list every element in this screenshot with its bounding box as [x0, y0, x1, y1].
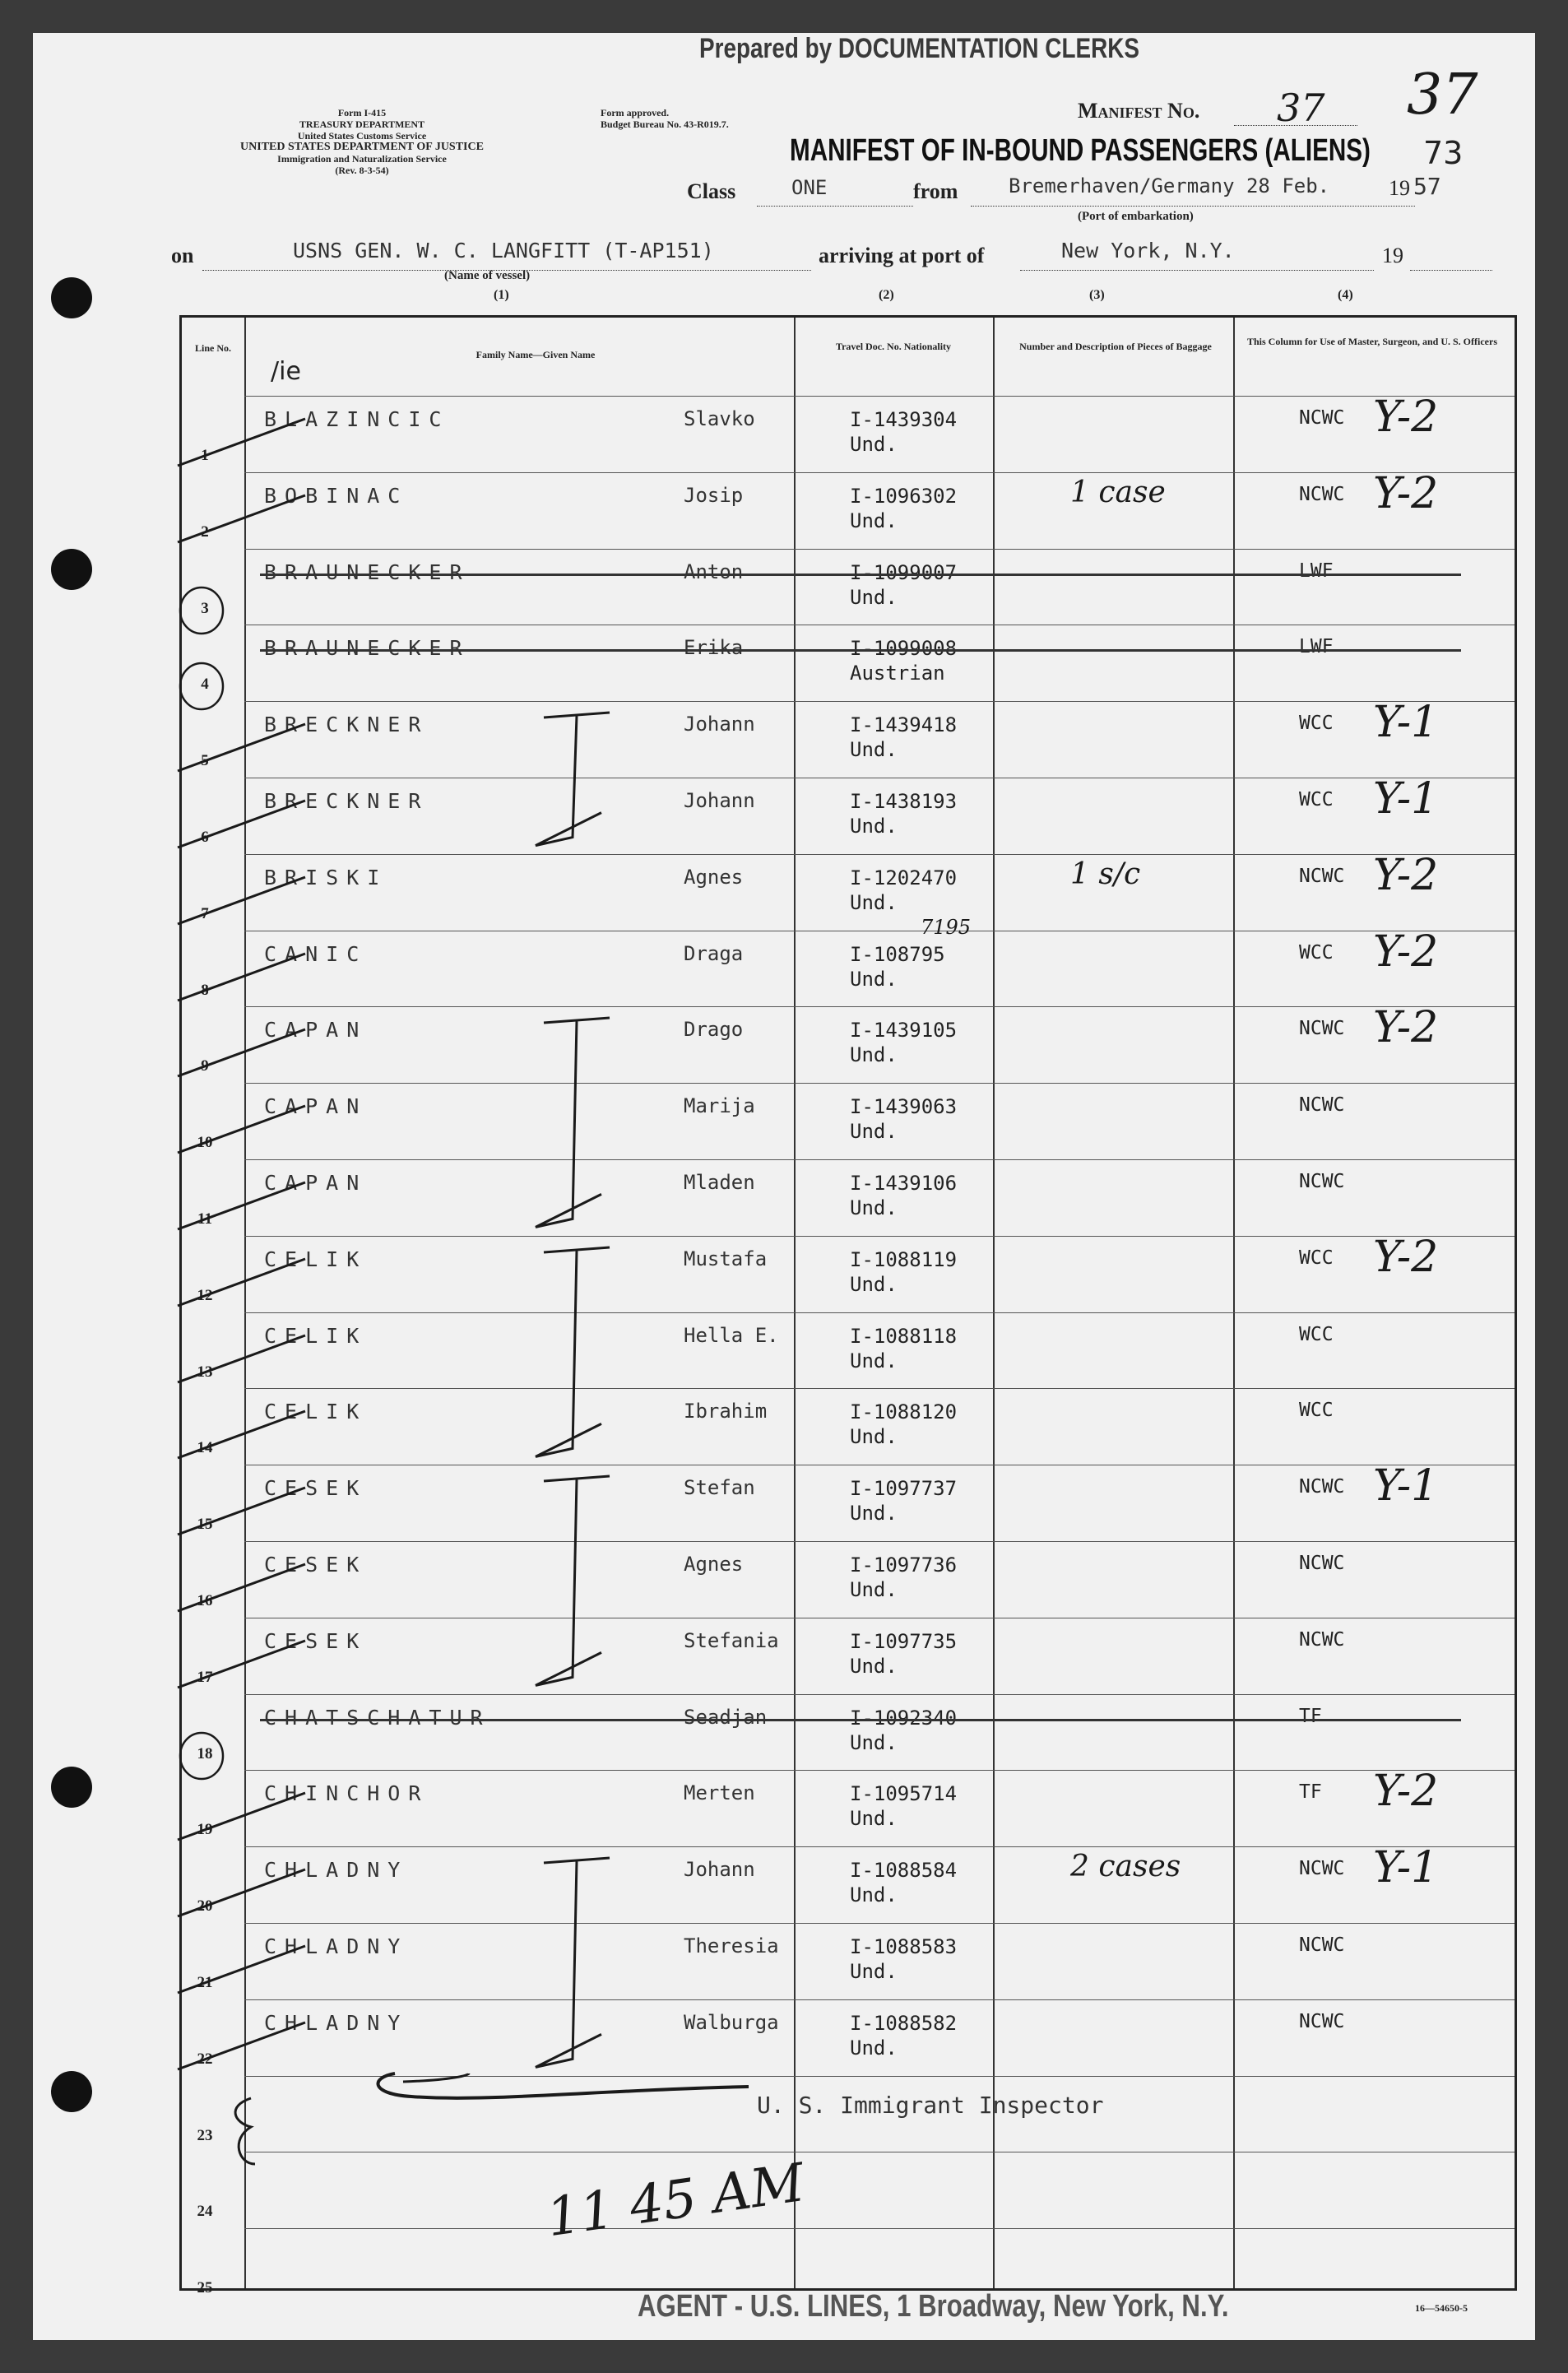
col-number-1: (1)	[494, 288, 509, 302]
line-number: 24	[197, 2203, 213, 2221]
agency-code: LWF	[1299, 636, 1334, 658]
arrival-port-field	[1020, 240, 1374, 271]
given-name: Hella E.	[684, 1323, 779, 1347]
travel-doc-number: I-1099008	[850, 637, 958, 661]
punch-hole	[51, 277, 92, 318]
check-mark	[174, 1405, 313, 1462]
line-number: 11	[197, 1210, 212, 1228]
family-bracket	[527, 1473, 618, 1702]
doc-header: Travel Doc. No. Nationality	[835, 341, 952, 352]
form-id-block	[165, 107, 559, 176]
agency-code: NCWC	[1299, 1858, 1345, 1880]
travel-doc	[850, 560, 957, 610]
agency-code: NCWC	[1299, 1094, 1345, 1117]
row-divider	[244, 1159, 1515, 1160]
family-name: BOBINAC	[264, 483, 409, 508]
nationality: Und.	[850, 1578, 898, 1601]
agency-code: WCC	[1299, 941, 1334, 964]
officer-header: This Column for Use of Master, Surgeon, and U. S. Officers	[1246, 336, 1497, 347]
line-number: 15	[197, 1516, 213, 1534]
given-name: Theresia	[684, 1934, 779, 1957]
row-divider	[244, 1541, 1515, 1542]
port-caption: (Port of embarkation)	[1078, 210, 1194, 223]
arrival-year: 19	[1382, 244, 1403, 267]
agency-code: NCWC	[1299, 1171, 1345, 1192]
line-number: 12	[197, 1286, 213, 1304]
row-divider	[244, 1006, 1515, 1007]
embarkation-port: Bremerhaven/Germany 28 Feb.	[1009, 174, 1330, 197]
nationality: Und.	[850, 1120, 898, 1144]
travel-doc-number: I-1097735	[850, 1629, 958, 1653]
travel-doc	[850, 1476, 957, 1526]
travel-doc-number: I-1439063	[850, 1095, 958, 1119]
immigrant-inspector: U. S. Immigrant Inspector	[757, 2092, 1104, 2119]
check-mark	[174, 1176, 313, 1233]
agency-code: NCWC	[1299, 483, 1345, 505]
family-bracket	[527, 709, 618, 862]
row-divider	[244, 854, 1515, 855]
manifest-label: Manifest No.	[1078, 99, 1200, 123]
travel-doc	[850, 1094, 957, 1144]
nationality: Und.	[850, 585, 898, 609]
family-name: CELIK	[264, 1323, 368, 1348]
class-field	[757, 176, 913, 207]
line-number: 6	[201, 829, 209, 846]
travel-doc	[850, 484, 957, 533]
strike-through-line	[260, 1719, 1461, 1721]
check-mark	[174, 947, 313, 1005]
travel-doc-number: I-1096302	[850, 484, 958, 508]
family-bracket	[527, 1015, 618, 1243]
doc-correction: 7195	[921, 915, 972, 939]
justice-dept: UNITED STATES DEPARTMENT OF JUSTICE	[240, 141, 484, 153]
row-divider	[244, 472, 1515, 473]
line-number: 3	[201, 599, 209, 617]
nationality: Und.	[850, 1654, 898, 1678]
travel-doc	[850, 1553, 957, 1602]
vessel-field	[202, 240, 811, 271]
form-number: Form I-415	[337, 107, 387, 118]
inspector-signature	[354, 2057, 782, 2131]
line-number: 19	[197, 1821, 213, 1839]
line-number: 9	[201, 1057, 209, 1075]
budget-bureau: Budget Bureau No. 43-R019.7.	[601, 118, 729, 130]
family-bracket	[527, 1244, 618, 1473]
family-name: CAPAN	[264, 1094, 368, 1119]
travel-doc-number: I-1092340	[850, 1706, 958, 1730]
nationality: Und.	[850, 890, 898, 914]
line-number: 17	[197, 1668, 213, 1686]
check-mark	[174, 1558, 313, 1615]
row-divider	[244, 701, 1515, 702]
family-name: BRECKNER	[264, 713, 429, 737]
nationality: Und.	[850, 1196, 898, 1219]
travel-doc	[850, 1324, 957, 1373]
line-no-header: Line No.	[194, 342, 231, 354]
given-name: Mustafa	[684, 1247, 768, 1270]
travel-doc-number: I-1439106	[850, 1172, 958, 1195]
circled-line-number	[175, 657, 233, 715]
line-number: 18	[197, 1744, 213, 1762]
nationality: Und.	[850, 2036, 898, 2060]
status-mark: Y-2	[1373, 392, 1439, 442]
travel-doc	[850, 789, 957, 838]
given-name: Stefan	[684, 1476, 755, 1500]
line-number: 13	[197, 1363, 213, 1381]
agency-code: WCC	[1299, 789, 1334, 810]
column-divider	[794, 318, 796, 2288]
nationality: Und.	[850, 1425, 898, 1449]
nationality: Austrian	[850, 662, 945, 685]
given-name: Walburga	[684, 2010, 779, 2034]
agency-code: WCC	[1299, 1247, 1334, 1269]
family-name: BRISKI	[264, 865, 388, 889]
row-divider	[244, 1999, 1515, 2000]
travel-doc-number: I-1095714	[850, 1782, 958, 1806]
nationality: Und.	[850, 1883, 898, 1907]
given-name: Draga	[684, 941, 744, 965]
col-number-4: (4)	[1338, 288, 1353, 302]
year-suffix: 57	[1413, 173, 1441, 200]
family-name: BRAUNECKER	[264, 636, 471, 661]
year-prefix: 19	[1389, 176, 1410, 200]
nationality: Und.	[850, 1043, 898, 1067]
row-divider	[244, 1388, 1515, 1389]
status-mark: Y-2	[1373, 1767, 1439, 1817]
nationality: Und.	[850, 1502, 898, 1526]
circled-line-number	[175, 582, 233, 639]
family-name: CESEK	[264, 1628, 368, 1653]
travel-doc	[850, 942, 945, 991]
customs-service: United States Customs Service	[297, 130, 427, 142]
embarkation-field	[971, 173, 1441, 207]
nationality: Und.	[850, 738, 898, 762]
column-divider	[993, 318, 995, 2288]
family-name: CHLADNY	[264, 2010, 409, 2035]
arrival-time: 11 45 AM	[543, 2152, 809, 2250]
family-name: CESEK	[264, 1476, 368, 1501]
col-number-3: (3)	[1089, 288, 1105, 302]
family-name: CAPAN	[264, 1018, 368, 1043]
check-mark	[174, 1252, 313, 1310]
nationality: Und.	[850, 967, 898, 991]
nationality: Und.	[850, 1349, 898, 1372]
manifest-number: 37	[1277, 86, 1325, 130]
family-name: CELIK	[264, 1247, 368, 1271]
row-divider	[244, 1923, 1515, 1924]
agency-code: WCC	[1299, 713, 1334, 735]
travel-doc-number: I-1088118	[850, 1324, 958, 1348]
nationality: Und.	[850, 1272, 898, 1296]
check-mark	[174, 1786, 313, 1844]
row-divider	[244, 1694, 1515, 1695]
given-name: Marija	[684, 1094, 755, 1118]
page-number: 73	[1423, 135, 1464, 171]
check-mark	[174, 489, 313, 546]
nationality: Und.	[850, 1807, 898, 1831]
line-number: 10	[197, 1134, 213, 1152]
check-mark	[174, 1863, 313, 1920]
travel-doc	[850, 2011, 957, 2060]
nationality: Und.	[850, 433, 898, 456]
check-mark	[174, 1634, 313, 1692]
family-name: CANIC	[264, 941, 368, 966]
travel-doc-number: I-1088119	[850, 1247, 958, 1271]
given-name: Mladen	[684, 1171, 755, 1194]
agency-code: NCWC	[1299, 865, 1345, 887]
family-name: CHLADNY	[264, 1858, 409, 1883]
travel-doc	[850, 636, 957, 685]
nationality: Und.	[850, 815, 898, 838]
family-name: BLAZINCIC	[264, 407, 450, 431]
check-mark	[174, 1099, 313, 1157]
row-divider	[244, 396, 1515, 397]
family-name: CELIK	[264, 1400, 368, 1424]
status-mark: Y-1	[1373, 698, 1439, 748]
row-divider	[244, 549, 1515, 550]
travel-doc-number: I-1438193	[850, 790, 958, 813]
travel-doc-number: I-1439105	[850, 1019, 958, 1043]
form-code: 16—54650-5	[1415, 2302, 1468, 2314]
status-mark: Y-2	[1373, 1232, 1439, 1282]
baggage-header: Number and Description of Pieces of Baggage	[1019, 341, 1212, 352]
family-name: BRAUNECKER	[264, 560, 471, 584]
given-name: Anton	[684, 560, 744, 583]
vessel-name: USNS GEN. W. C. LANGFITT (T-AP151)	[293, 239, 714, 262]
nationality: Und.	[850, 508, 898, 532]
check-mark	[174, 1329, 313, 1386]
travel-doc	[850, 407, 957, 457]
agency-code: WCC	[1299, 1323, 1334, 1345]
ins-service: Immigration and Naturalization Service	[277, 153, 447, 165]
given-name: Josip	[684, 483, 744, 507]
line-number: 5	[201, 752, 209, 770]
given-name: Drago	[684, 1018, 744, 1042]
agency-code: NCWC	[1299, 1934, 1345, 1956]
agency-code: NCWC	[1299, 1018, 1345, 1040]
given-name: Stefania	[684, 1628, 779, 1652]
given-name: Ibrahim	[684, 1400, 768, 1423]
status-mark: Y-2	[1373, 468, 1439, 518]
family-bracket	[527, 1855, 618, 2083]
travel-doc	[850, 1171, 957, 1220]
given-name: Merten	[684, 1781, 755, 1805]
travel-doc-number: I-108795	[850, 942, 945, 966]
nationality: Und.	[850, 1730, 898, 1754]
travel-doc-number: I-1439304	[850, 408, 958, 431]
travel-doc	[850, 1018, 957, 1067]
travel-doc	[850, 1629, 957, 1679]
row-divider	[244, 1770, 1515, 1771]
status-mark: Y-1	[1373, 1461, 1439, 1512]
status-mark: Y-1	[1373, 1843, 1439, 1893]
circled-line-number	[175, 1727, 233, 1785]
arrival-year-field	[1410, 240, 1492, 271]
given-name: Slavko	[684, 407, 755, 430]
agency-code: TF	[1299, 1705, 1322, 1727]
travel-doc-number: I-1097737	[850, 1477, 958, 1501]
strike-through-line	[260, 649, 1461, 652]
travel-doc-number: I-1088120	[850, 1400, 958, 1424]
agency-code: NCWC	[1299, 1553, 1345, 1574]
given-name: Johann	[684, 713, 755, 736]
agency-code: NCWC	[1299, 1476, 1345, 1498]
line-number: 2	[201, 522, 209, 541]
column-divider	[1233, 318, 1235, 2288]
row-divider	[244, 1846, 1515, 1847]
travel-doc	[850, 866, 957, 915]
given-name: Johann	[684, 789, 755, 812]
given-name: Johann	[684, 1858, 755, 1882]
on-label: on	[171, 244, 194, 267]
check-mark	[174, 2016, 313, 2073]
check-mark	[174, 717, 313, 775]
travel-doc	[850, 1706, 957, 1755]
treasury-dept: TREASURY DEPARTMENT	[299, 118, 425, 130]
family-name: CHATSCHATUR	[264, 1705, 491, 1730]
punch-hole	[51, 1767, 92, 1808]
row-divider	[244, 1312, 1515, 1313]
row-divider	[244, 2228, 1515, 2229]
travel-doc	[850, 1781, 957, 1831]
line-number: 4	[201, 676, 209, 694]
manifest-page	[33, 33, 1535, 2340]
from-label: from	[913, 179, 958, 203]
line-number: 25	[197, 2279, 213, 2297]
arrival-port: New York, N.Y.	[1061, 239, 1235, 262]
travel-doc-number: I-1202470	[850, 866, 958, 889]
baggage: 1 s/c	[1070, 857, 1141, 891]
manifest-number-field	[1234, 86, 1357, 130]
line-number: 8	[201, 981, 209, 999]
baggage: 2 cases	[1070, 1850, 1181, 1884]
family-name: BRECKNER	[264, 789, 429, 813]
agency-code: NCWC	[1299, 2010, 1345, 2032]
travel-doc	[850, 713, 957, 762]
vessel-caption: (Name of vessel)	[444, 269, 531, 282]
check-mark	[174, 1023, 313, 1080]
name-header: Family Name—Given Name	[476, 349, 596, 360]
check-mark	[174, 1481, 313, 1539]
arriving-label: arriving at port of	[819, 244, 985, 267]
given-name: Erika	[684, 636, 744, 660]
family-name: CHLADNY	[264, 1934, 409, 1958]
travel-doc	[850, 1247, 957, 1297]
family-name: CHINCHOR	[264, 1781, 429, 1806]
travel-doc	[850, 1400, 957, 1449]
line-number: 23	[197, 2126, 213, 2144]
name-annotation: /ie	[271, 357, 301, 386]
punch-hole	[51, 2071, 92, 2112]
status-mark: Y-2	[1373, 850, 1439, 900]
travel-doc-number: I-1088583	[850, 1935, 958, 1958]
row-divider	[244, 1236, 1515, 1237]
status-mark: Y-2	[1373, 926, 1439, 977]
travel-doc-number: I-1088582	[850, 2011, 958, 2035]
form-revision: (Rev. 8-3-54)	[335, 165, 389, 176]
status-mark: Y-2	[1373, 1003, 1439, 1053]
line-number: 1	[201, 447, 209, 464]
form-approved: Form approved.	[601, 107, 670, 118]
line-number: 16	[197, 1592, 213, 1609]
given-name: Agnes	[684, 1553, 744, 1576]
class-label: Class	[687, 179, 736, 203]
given-name: Seadjan	[684, 1705, 768, 1729]
agency-code: NCWC	[1299, 407, 1345, 429]
agent-stamp: AGENT - U.S. LINES, 1 Broadway, New York, N.Y.	[638, 2289, 1229, 2324]
travel-doc-number: I-1439418	[850, 713, 958, 737]
given-name: Agnes	[684, 865, 744, 889]
manifest-number-annotation: 37	[1407, 63, 1478, 128]
family-name: CESEK	[264, 1553, 368, 1577]
travel-doc-number: I-1088584	[850, 1859, 958, 1883]
agency-code: TF	[1299, 1781, 1322, 1804]
line-number: 20	[197, 1897, 213, 1916]
nationality: Und.	[850, 1960, 898, 1983]
line-number: 14	[197, 1439, 213, 1457]
strike-through-line	[260, 574, 1461, 576]
check-mark	[174, 412, 313, 470]
col-number-2: (2)	[879, 288, 894, 302]
agency-code: NCWC	[1299, 1628, 1345, 1651]
travel-doc-number: I-1097736	[850, 1553, 958, 1577]
check-mark	[174, 871, 313, 928]
check-mark	[174, 1939, 313, 1997]
check-mark	[174, 794, 313, 852]
manifest-title: MANIFEST OF IN-BOUND PASSENGERS (ALIENS)	[790, 133, 1371, 168]
travel-doc	[850, 1934, 957, 1984]
baggage: 1 case	[1070, 475, 1166, 509]
punch-hole	[51, 549, 92, 590]
line-number: 21	[197, 1974, 213, 1991]
row-divider	[244, 1083, 1515, 1084]
class-value: ONE	[791, 176, 828, 199]
family-name: CAPAN	[264, 1171, 368, 1195]
documentation-stamp: Prepared by DOCUMENTATION CLERKS	[699, 33, 1139, 64]
bracket-marks	[218, 2090, 276, 2320]
passenger-table	[179, 315, 1517, 2297]
travel-doc-number: I-1099007	[850, 560, 958, 584]
status-mark: Y-1	[1373, 774, 1439, 824]
agency-code: LWF	[1299, 560, 1334, 582]
agency-code: WCC	[1299, 1400, 1334, 1422]
line-number: 7	[201, 904, 209, 922]
line-number: 22	[197, 2050, 213, 2068]
travel-doc	[850, 1858, 957, 1907]
approval-block	[601, 107, 729, 130]
